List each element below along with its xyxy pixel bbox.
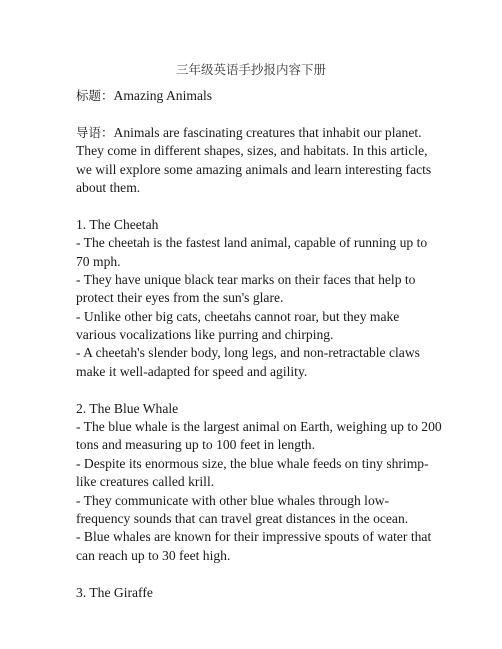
section-line: - The cheetah is the fastest land animal, capable of running up to <box>76 235 428 251</box>
intro-line: about them. <box>76 179 141 195</box>
section-line: frequency sounds that can travel great distances in the ocean. <box>76 510 409 526</box>
spacer <box>76 105 412 123</box>
section-line: - Unlike other big cats, cheetahs cannot roar, but they make <box>76 308 400 324</box>
section-line: - They have unique black tear marks on their faces that help to <box>76 271 416 287</box>
document-body <box>76 87 442 602</box>
section-title-cheetah: 1. The Cheetah <box>76 216 159 232</box>
section-line: - They communicate with other blue whales through low- <box>76 492 390 508</box>
section-title-giraffe: 3. The Giraffe <box>76 584 153 600</box>
section-line: protect their eyes from the sun's glare. <box>76 290 284 306</box>
intro-label: 导语： <box>76 124 114 140</box>
section-line: various vocalizations like purring and chirping. <box>76 327 334 343</box>
spacer <box>76 565 412 583</box>
section-line: like creatures called krill. <box>76 474 215 490</box>
spacer <box>76 381 412 399</box>
intro-line: we will explore some amazing animals and learn interesting facts <box>76 161 432 177</box>
intro-line <box>76 124 422 142</box>
section-line: - The blue whale is the largest animal on Earth, weighing up to 200 <box>76 419 442 435</box>
section-line: can reach up to 30 feet high. <box>76 547 231 563</box>
heading-text: Amazing Animals <box>113 88 213 103</box>
section-line: - Despite its enormous size, the blue whale feeds on tiny shrimp- <box>76 455 429 471</box>
heading-label: 标题： <box>76 88 114 103</box>
section-line: - Blue whales are known for their impressive spouts of water that <box>76 529 432 545</box>
section-title-blue-whale: 2. The Blue Whale <box>76 400 179 416</box>
intro-text: Animals are fascinating creatures that inhabit our planet. <box>113 124 422 140</box>
spacer <box>76 197 412 215</box>
section-line: - A cheetah's slender body, long legs, and non-retractable claws <box>76 345 420 361</box>
section-line: make it well-adapted for speed and agility. <box>76 363 308 379</box>
heading-line <box>76 87 412 105</box>
section-line: 70 mph. <box>76 253 121 269</box>
intro-line: They come in different shapes, sizes, and habitats. In this article, <box>76 143 428 159</box>
document-title: 三年级英语手抄报内容下册 <box>175 62 326 77</box>
section-line: tons and measuring up to 100 feet in length. <box>76 437 315 453</box>
